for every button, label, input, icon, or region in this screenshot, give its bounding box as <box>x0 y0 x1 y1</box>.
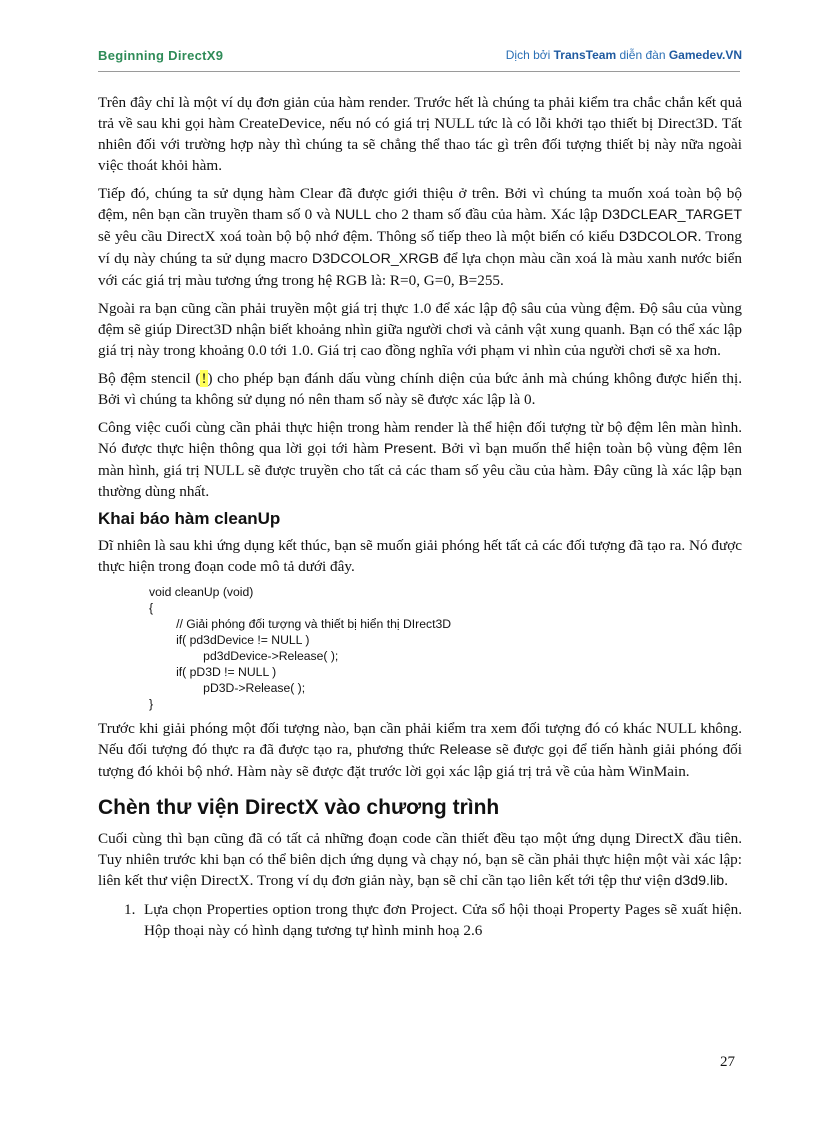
text-run: sẽ được gọi để tiến hành giải phóng đối tượng đó khỏi bộ nhớ. Hàm này sẽ được đặt trước lời gọi xác lập giá trị trả về của hàm WinMain. <box>98 741 742 780</box>
heading-cleanup: Khai báo hàm cleanUp <box>98 509 281 528</box>
text-run: Tiếp đó, chúng ta sử dụng hàm Clear đã được giới thiệu ở trên. Bởi vì chúng ta muốn xoá toàn bộ bộ đệm, nên bạn cần truyền tham số 0 và <box>98 185 742 223</box>
text-run: Công việc cuối cùng cần phải thực hiện trong hàm render là thể hiện đối tượng từ bộ đệm lên màn hình. Nó được thực hiện thông qua lời gọi tới hàm <box>98 419 742 457</box>
paragraph-depth: Ngoài ra bạn cũng cần phải truyền một giá trị thực 1.0 để xác lập độ sâu của vùng đệm. Độ sâu của vùng đệm sẽ giúp Direct3D nhận biết khoảng nhìn giữa người chơi và cảnh vật xung quanh. Bạn có thể xác lập giá trị này trong khoảng 0.0 tới 1.0. Giá trị cao đồng nghĩa với phạm vi nhìn của người chơi sẽ xa hơn. <box>98 300 742 359</box>
text-run: Bộ đệm stencil ( <box>98 370 201 387</box>
inline-code-present: Present <box>383 441 433 457</box>
inline-code-d3dclear-target: D3DCLEAR_TARGET <box>601 207 742 223</box>
running-header <box>98 48 742 68</box>
paragraph-render-check: Trên đây chỉ là một ví dụ đơn giản của hàm render. Trước hết là chúng ta phải kiểm tra chắc chắn kết quả trả về sau khi gọi hàm CreateDevice, nếu nó có giá trị NULL tức là có lỗi khởi tạo thiết bị Direct3D. Tất nhiên đối với trường hợp này thì chúng ta sẽ chẳng thể thao tác gì trên đối tượng thiết bị này nữa ngoài việc thoát khỏi hàm. <box>98 94 742 174</box>
code-block-cleanup: void cleanUp (void) { // Giải phóng đối tượng và thiết bị hiển thị DIrect3D if( pd3dDevice != NULL ) pd3dDevice->Release( ); if( pD3D != NULL ) pD3D->Release( ); } <box>149 585 452 711</box>
heading-section-link-library: Chèn thư viện DirectX vào chương trình <box>98 796 500 819</box>
header-credit-forum: Gamedev.VN <box>668 48 742 62</box>
highlight-note-mark[interactable]: ! <box>201 370 207 387</box>
paragraph-stencil <box>98 368 742 410</box>
header-divider <box>98 71 740 72</box>
inline-code-d3d9-lib: d3d9.lib <box>674 873 725 889</box>
text-run: . <box>724 872 728 889</box>
text-run: để lựa chọn màu cần xoá là màu xanh nước biển với các giá trị màu tương ứng trong hệ RGB là: R=0, G=0, B=255. <box>98 250 742 289</box>
header-credit <box>506 48 742 62</box>
text-run: . Bởi vì bạn muốn thể hiện toàn bộ vùng đệm lên màn hình, giá trị NULL sẽ được truyền cho tất cả các tham số yêu cầu của hàm. Đây cũng là xác lập bạn thường dùng nhất. <box>98 440 742 500</box>
inline-code-d3dcolor-xrgb: D3DCOLOR_XRGB <box>312 251 439 267</box>
header-book-title: Beginning DirectX9 <box>98 48 224 63</box>
paragraph-link-library <box>98 828 742 892</box>
text-run: Trước khi giải phóng một đối tượng nào, bạn cần phải kiểm tra xem đối tượng đó có khác NULL không. Nếu đối tượng đó thực ra đã được tạo ra, phương thức <box>98 720 742 758</box>
paragraph-release <box>98 718 742 782</box>
inline-code-release: Release <box>439 742 492 758</box>
page-content <box>98 92 742 941</box>
text-run: Cuối cùng thì bạn cũng đã có tất cả những đoạn code cần thiết đều tạo một ứng dụng DirectX đầu tiên. Tuy nhiên trước khi bạn có thể biên dịch ứng dụng và chạy nó, bạn sẽ cần phải thực hiện một vài xác lập: liên kết thư viện DirectX. Trong ví dụ đơn giản này, bạn sẽ chỉ cần tạo liên kết tới tệp thư viện <box>98 830 742 889</box>
header-credit-prefix: Dịch bởi <box>505 48 554 62</box>
text-run: cho 2 tham số đầu của hàm. Xác lập <box>371 206 602 223</box>
inline-code-d3dcolor: D3DCOLOR <box>618 229 698 245</box>
paragraph-clear <box>98 183 742 291</box>
text-run: ) cho phép bạn đánh dấu vùng chính diện của bức ảnh mà chúng không được hiển thị. Bởi vì chúng ta không sử dụng nó nên tham số này sẽ được xác lập là 0. <box>98 370 742 408</box>
header-credit-middle: diễn đàn <box>616 48 669 62</box>
page-number: 27 <box>720 1054 735 1070</box>
header-credit-team: TransTeam <box>553 48 617 62</box>
list-item-text: Lựa chọn Properties option trong thực đơn Project. Cửa sổ hội thoại Property Pages sẽ xuất hiện. Hộp thoại này có hình dạng tương tự hình minh hoạ 2.6 <box>144 901 742 939</box>
paragraph-cleanup-intro: Dĩ nhiên là sau khi ứng dụng kết thúc, bạn sẽ muốn giải phóng hết tất cả các đối tượng đã tạo ra. Nó được thực hiện trong đoạn code mô tả dưới đây. <box>98 537 742 575</box>
steps-list <box>98 899 742 941</box>
text-run: . Trong ví dụ này chúng ta sử dụng macro <box>98 228 742 267</box>
list-item <box>98 899 742 941</box>
text-run: sẽ yêu cầu DirectX xoá toàn bộ bộ nhớ đệm. Thông số tiếp theo là một biến có kiểu <box>98 228 619 245</box>
list-item-number: 1. <box>124 901 136 918</box>
inline-code-null: NULL <box>334 207 372 223</box>
paragraph-present <box>98 417 742 502</box>
